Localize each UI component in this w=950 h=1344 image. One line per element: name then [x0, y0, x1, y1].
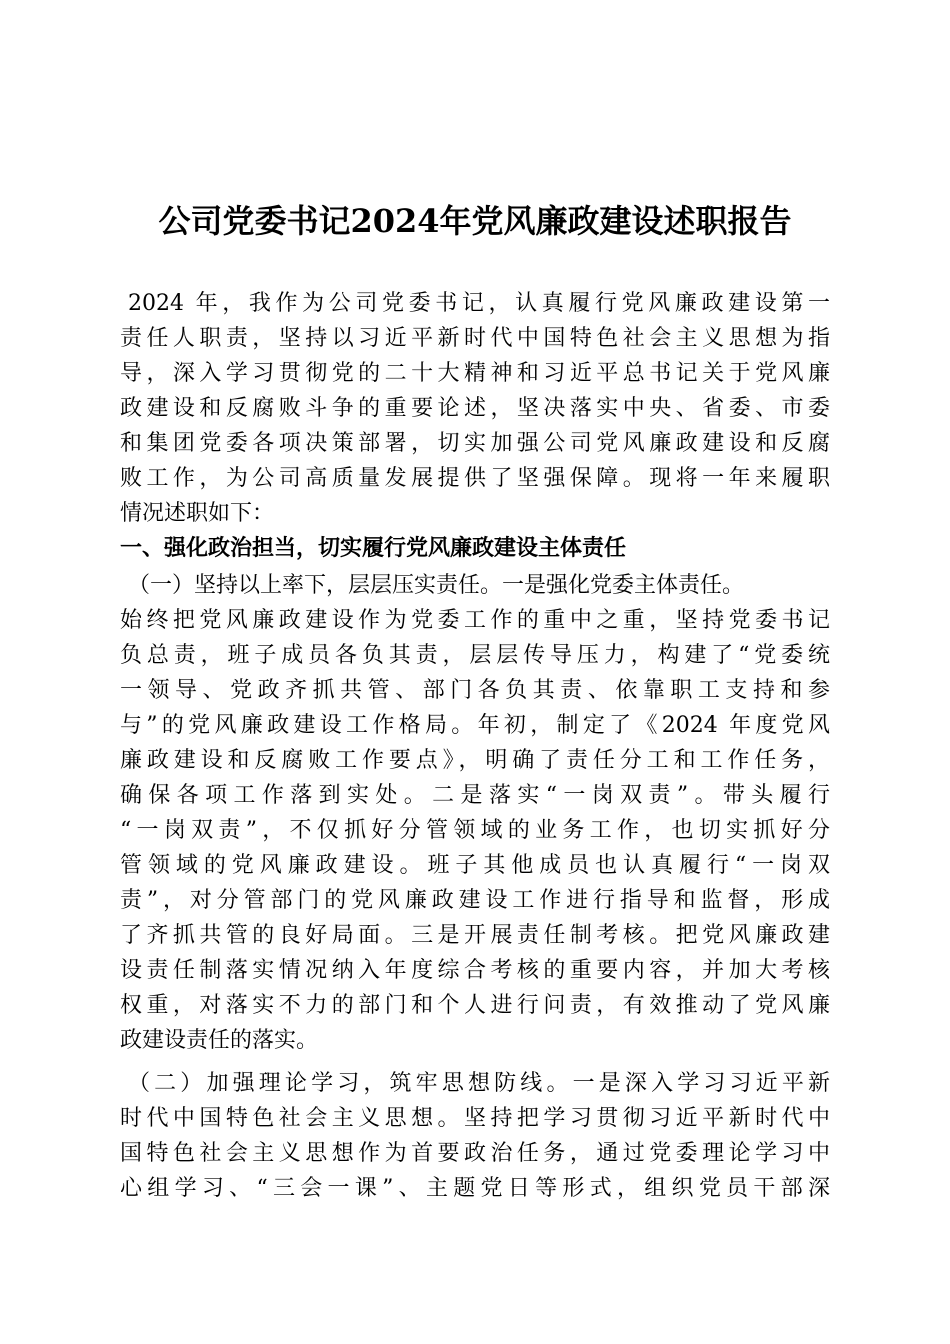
- paragraph-line: 确保各项工作落到实处。二是落实“一岗双责”。带头履行: [120, 783, 830, 808]
- paragraph-line: 责”，对分管部门的党风廉政建设工作进行指导和监督，形成: [120, 888, 830, 913]
- intro-line: 和集团党委各项决策部署，切实加强公司党风廉政建设和反腐: [120, 431, 830, 456]
- paragraph-line: 与”的党风廉政建设工作格局。年初，制定了《2024 年度党风: [120, 713, 830, 738]
- paragraph-line: 管领域的党风廉政建设。班子其他成员也认真履行“一岗双: [120, 853, 830, 878]
- document-body: [120, 286, 830, 1206]
- intro-line: 政建设和反腐败斗争的重要论述，坚决落实中央、省委、市委: [120, 396, 830, 421]
- paragraph-line: 政建设责任的落实。: [120, 1028, 319, 1053]
- document-title: 公司党委书记2024年党风廉政建设述职报告: [158, 202, 792, 240]
- paragraph-line: （二）加强理论学习，筑牢思想防线。一是深入学习习近平新: [128, 1071, 830, 1096]
- paragraph-line: 权重，对落实不力的部门和个人进行问责，有效推动了党风廉: [120, 993, 830, 1018]
- paragraph-line: “一岗双责”，不仅抓好分管领域的业务工作，也切实抓好分: [120, 818, 830, 843]
- intro-line: 责任人职责，坚持以习近平新时代中国特色社会主义思想为指: [120, 326, 830, 351]
- paragraph-line: 国特色社会主义思想作为首要政治任务，通过党委理论学习中: [120, 1141, 830, 1166]
- paragraph-line: 时代中国特色社会主义思想。坚持把学习贯彻习近平新时代中: [120, 1106, 830, 1131]
- paragraph-two: [120, 1066, 830, 1206]
- paragraph-line: （一）坚持以上率下，层层压实责任。一是强化党委主体责任。: [128, 573, 745, 598]
- paragraph-line: 了齐抓共管的良好局面。三是开展责任制考核。把党风廉政建: [120, 923, 830, 948]
- paragraph-line: 廉政建设和反腐败工作要点》，明确了责任分工和工作任务，: [120, 748, 830, 773]
- paragraph-line: 始终把党风廉政建设作为党委工作的重中之重，坚持党委书记: [120, 608, 830, 633]
- intro-line: 情况述职如下：: [120, 501, 275, 526]
- paragraph-line: 心组学习、“三会一课”、主题党日等形式，组织党员干部深: [120, 1176, 830, 1201]
- intro-line: 2024 年，我作为公司党委书记，认真履行党风廉政建设第一: [128, 291, 830, 316]
- paragraph-one: [120, 568, 830, 1058]
- intro-line: 导，深入学习贯彻党的二十大精神和习近平总书记关于党风廉: [120, 361, 830, 386]
- paragraph-line: 设责任制落实情况纳入年度综合考核的重要内容，并加大考核: [120, 958, 830, 983]
- intro-paragraph: [120, 286, 830, 531]
- paragraph-line: 负总责，班子成员各负其责，层层传导压力，构建了“党委统: [120, 643, 830, 668]
- paragraph-line: 一领导、党政齐抓共管、部门各负其责、依靠职工支持和参: [120, 678, 830, 703]
- section-heading: 一、强化政治担当，切实履行党风廉政建设主体责任: [120, 536, 627, 561]
- paragraph-gap: [120, 1058, 830, 1066]
- intro-line: 败工作，为公司高质量发展提供了坚强保障。现将一年来履职: [120, 466, 830, 491]
